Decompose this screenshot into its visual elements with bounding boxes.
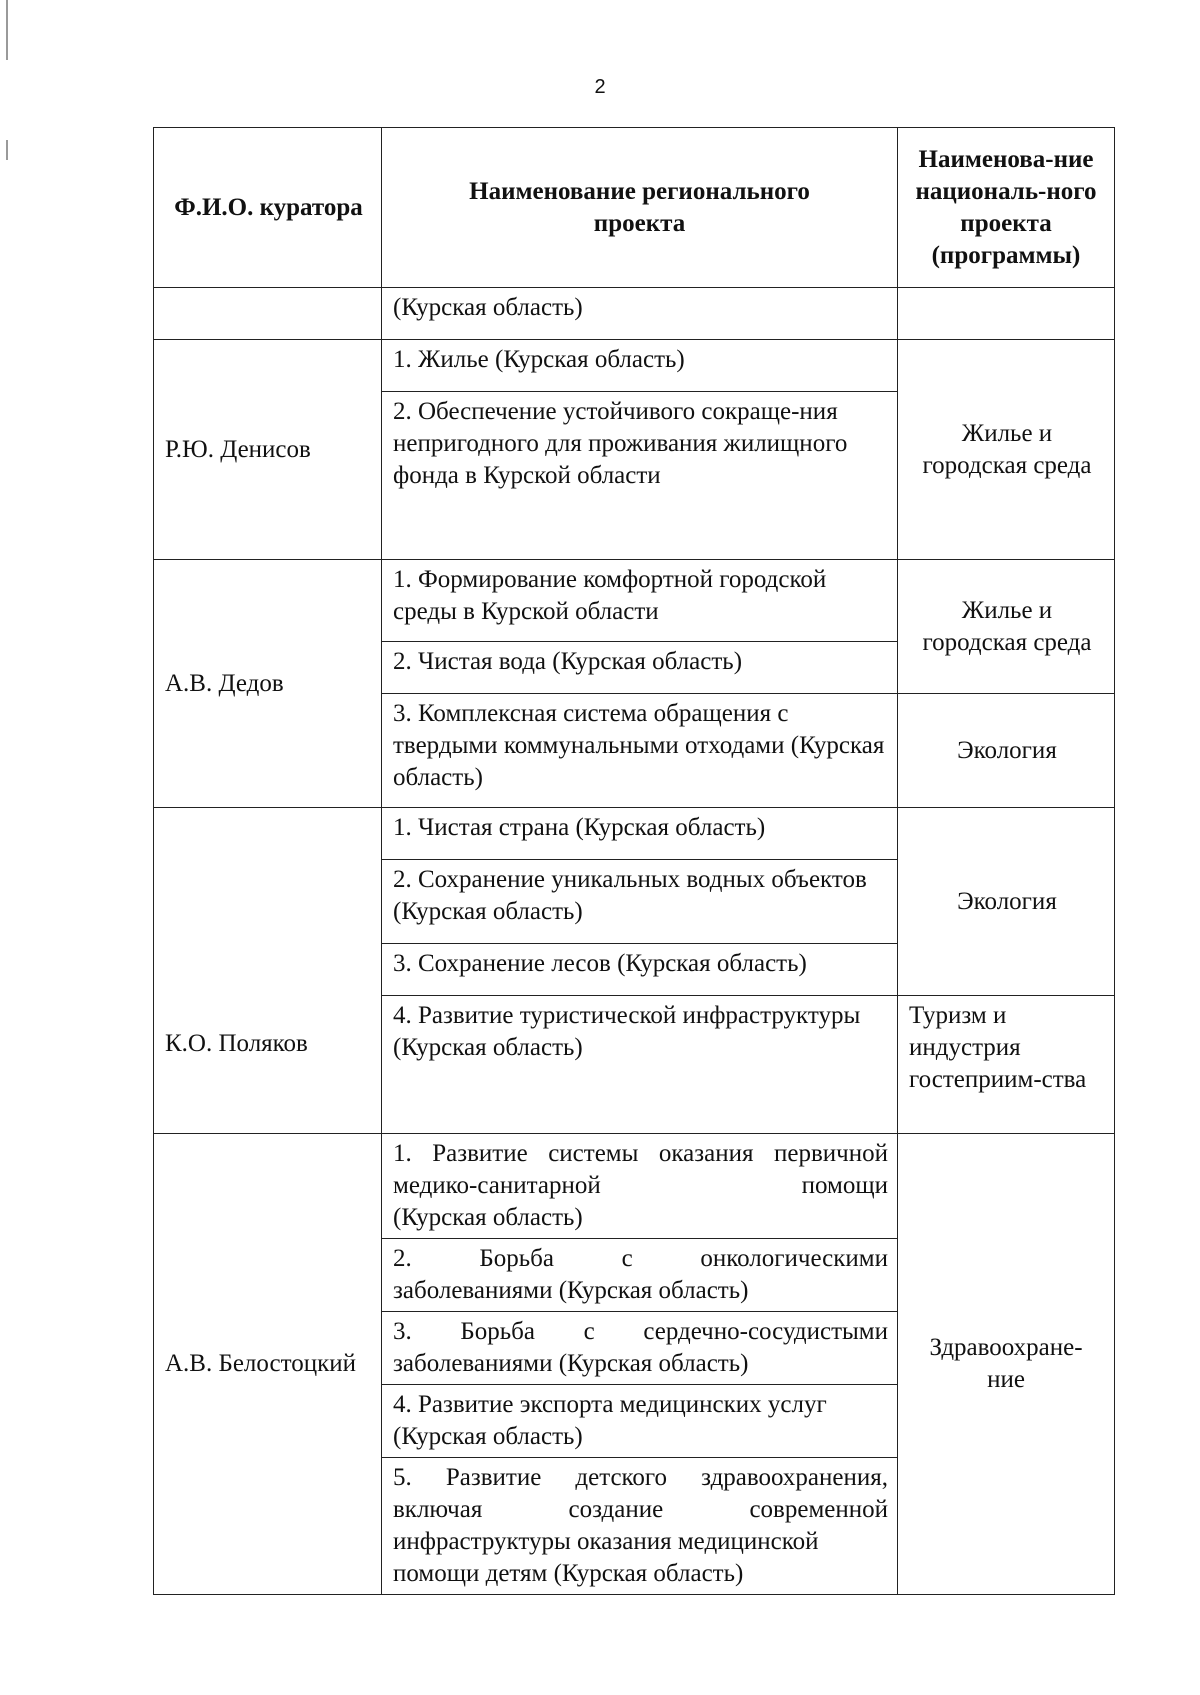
curator-cell: А.В. Дедов — [154, 560, 382, 808]
regional-project-text: 1. Развитие системы оказания первичной медико-санитарной помощи — [393, 1140, 888, 1199]
national-project-cell-empty — [898, 288, 1115, 340]
regional-project-cell: 3. Комплексная система обращения с твердыми коммунальными отходами (Курская область) — [382, 694, 898, 808]
regional-project-text-last-line: (Курская область) — [393, 1204, 583, 1231]
national-project-cell: Жилье и городская среда — [898, 340, 1115, 560]
regional-project-cell — [382, 1458, 898, 1595]
table-row — [154, 288, 1115, 340]
regional-project-cell: 2. Чистая вода (Курская область) — [382, 642, 898, 694]
regional-project-cell: 4. Развитие экспорта медицинских услуг (Курская область) — [382, 1385, 898, 1458]
regional-project-cell — [382, 1312, 898, 1385]
national-project-cell: Жилье и городская среда — [898, 560, 1115, 694]
left-edge-mark — [6, 140, 8, 160]
national-project-cell: Туризм и индустрия гостеприим-ства — [898, 996, 1115, 1134]
header-row — [154, 128, 1115, 288]
regional-project-cell: 4. Развитие туристической инфраструктуры (Курская область) — [382, 996, 898, 1134]
header-national-project: Наименова-ние националь-ного проекта (программы) — [898, 128, 1115, 288]
regional-project-cell: 2. Обеспечение устойчивого сокраще-ния непригодного для проживания жилищного фонда в Курской области — [382, 392, 898, 560]
table-row — [154, 340, 1115, 392]
regional-project-cell: 1. Формирование комфортной городской среды в Курской области — [382, 560, 898, 642]
curator-cell: Р.Ю. Денисов — [154, 340, 382, 560]
left-edge-mark — [6, 0, 8, 60]
page-number: 2 — [594, 76, 606, 98]
regional-project-cell: 1. Жилье (Курская область) — [382, 340, 898, 392]
curators-table — [153, 127, 1115, 1595]
curator-cell-empty — [154, 288, 382, 340]
national-project-cell: Экология — [898, 808, 1115, 996]
regional-project-text-last-line: инфраструктуры оказания медицинской помощи детям (Курская область) — [393, 1528, 819, 1587]
header-regional-project: Наименование регионального проекта — [382, 128, 898, 288]
regional-project-text: 3. Борьба с сердечно-сосудистыми — [393, 1318, 888, 1345]
regional-project-cell: 2. Сохранение уникальных водных объектов (Курская область) — [382, 860, 898, 944]
curator-cell: К.О. Поляков — [154, 808, 382, 1134]
table-row — [154, 560, 1115, 642]
regional-project-text-last-line: заболеваниями (Курская область) — [393, 1350, 749, 1377]
national-project-cell: Здравоохране-ние — [898, 1134, 1115, 1595]
regional-project-cell — [382, 1239, 898, 1312]
regional-project-cell: 3. Сохранение лесов (Курская область) — [382, 944, 898, 996]
regional-project-text-last-line: заболеваниями (Курская область) — [393, 1277, 749, 1304]
regional-project-text: 2. Борьба с онкологическими — [393, 1245, 888, 1272]
regional-project-text: 5. Развитие детского здравоохранения, включая создание современной — [393, 1464, 888, 1523]
national-project-cell: Экология — [898, 694, 1115, 808]
header-curator: Ф.И.О. куратора — [154, 128, 382, 288]
regional-project-cell: (Курская область) — [382, 288, 898, 340]
regional-project-cell — [382, 1134, 898, 1239]
table-row — [154, 1134, 1115, 1239]
regional-project-cell: 1. Чистая страна (Курская область) — [382, 808, 898, 860]
table-row — [154, 808, 1115, 860]
curator-cell: А.В. Белостоцкий — [154, 1134, 382, 1595]
